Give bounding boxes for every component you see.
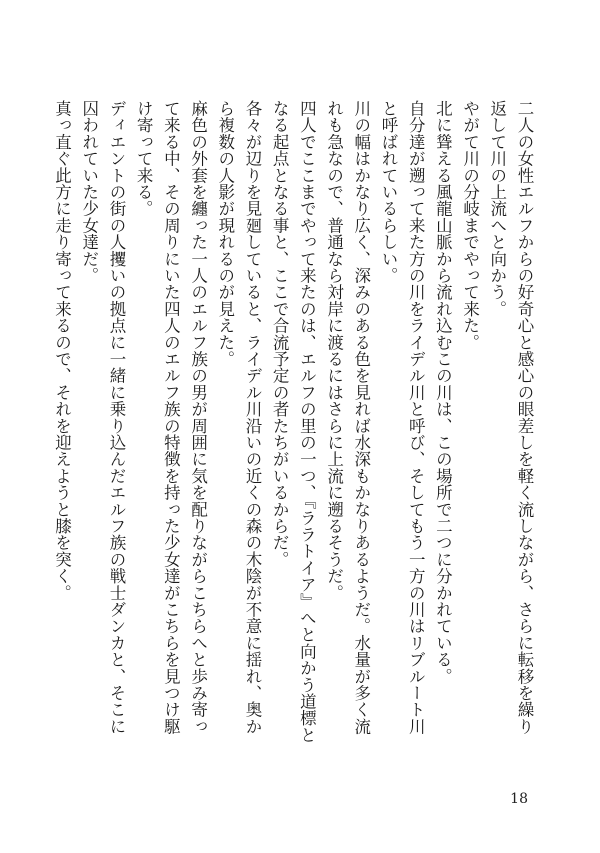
paragraph-6: 四人でここまでやって来たのは、エルフの里の一つ、『ララトイア』へと向かう道標となる起点となる事と、ここで合流予定の者たちがいるからだ。	[270, 100, 317, 744]
paragraph-7: 各々が辺りを見廻していると、ライデル川沿いの近くの森の木陰が不意に揺れ、奥から複数の人影が現れるのが見えた。	[215, 100, 262, 735]
paragraph-3: 北に聳える風龍山脈から流れ込むこの川は、この場所で二つに分かれている。	[433, 100, 453, 685]
paragraph-1: 二人の女性エルフからの好奇心と感心の眼差しを軽く流しながら、さらに転移を繰り返して川の上流へと向かう。	[487, 100, 534, 735]
paragraph-8: 麻色の外套を纏った一人のエルフ族の男が周囲に気を配りながらこちらへと歩み寄って来る中、その周りにいた四人のエルフ族の特徴を持った少女達がこちらを見つけ駆け寄って来る。	[134, 100, 208, 735]
vertical-text-body	[38, 100, 538, 750]
page-number: 18	[510, 791, 528, 807]
paragraph-10: 真っ直ぐ此方に走り寄って来るので、それを迎えようと膝を突く。	[52, 100, 72, 601]
paragraph-4: 自分達が遡って来た方の川をライデル川と呼び、そしてもう一方の川はリブルート川と呼ばれているらしい。	[378, 100, 426, 735]
paragraph-9: ディエントの街の人攫いの拠点に一緒に乗り込んだエルフ族の戦士ダンカと、そこに囚われていた少女達だ。	[79, 100, 126, 735]
paragraph-5: 川の幅はかなり広く、深みのある色を見れば水深もかなりあるようだ。水量が多く流れも急なので、普通なら対岸に渡るにはさらに上流に遡るそうだ。	[324, 100, 371, 735]
paragraph-2: やがて川の分岐までやって来た。	[460, 100, 480, 351]
